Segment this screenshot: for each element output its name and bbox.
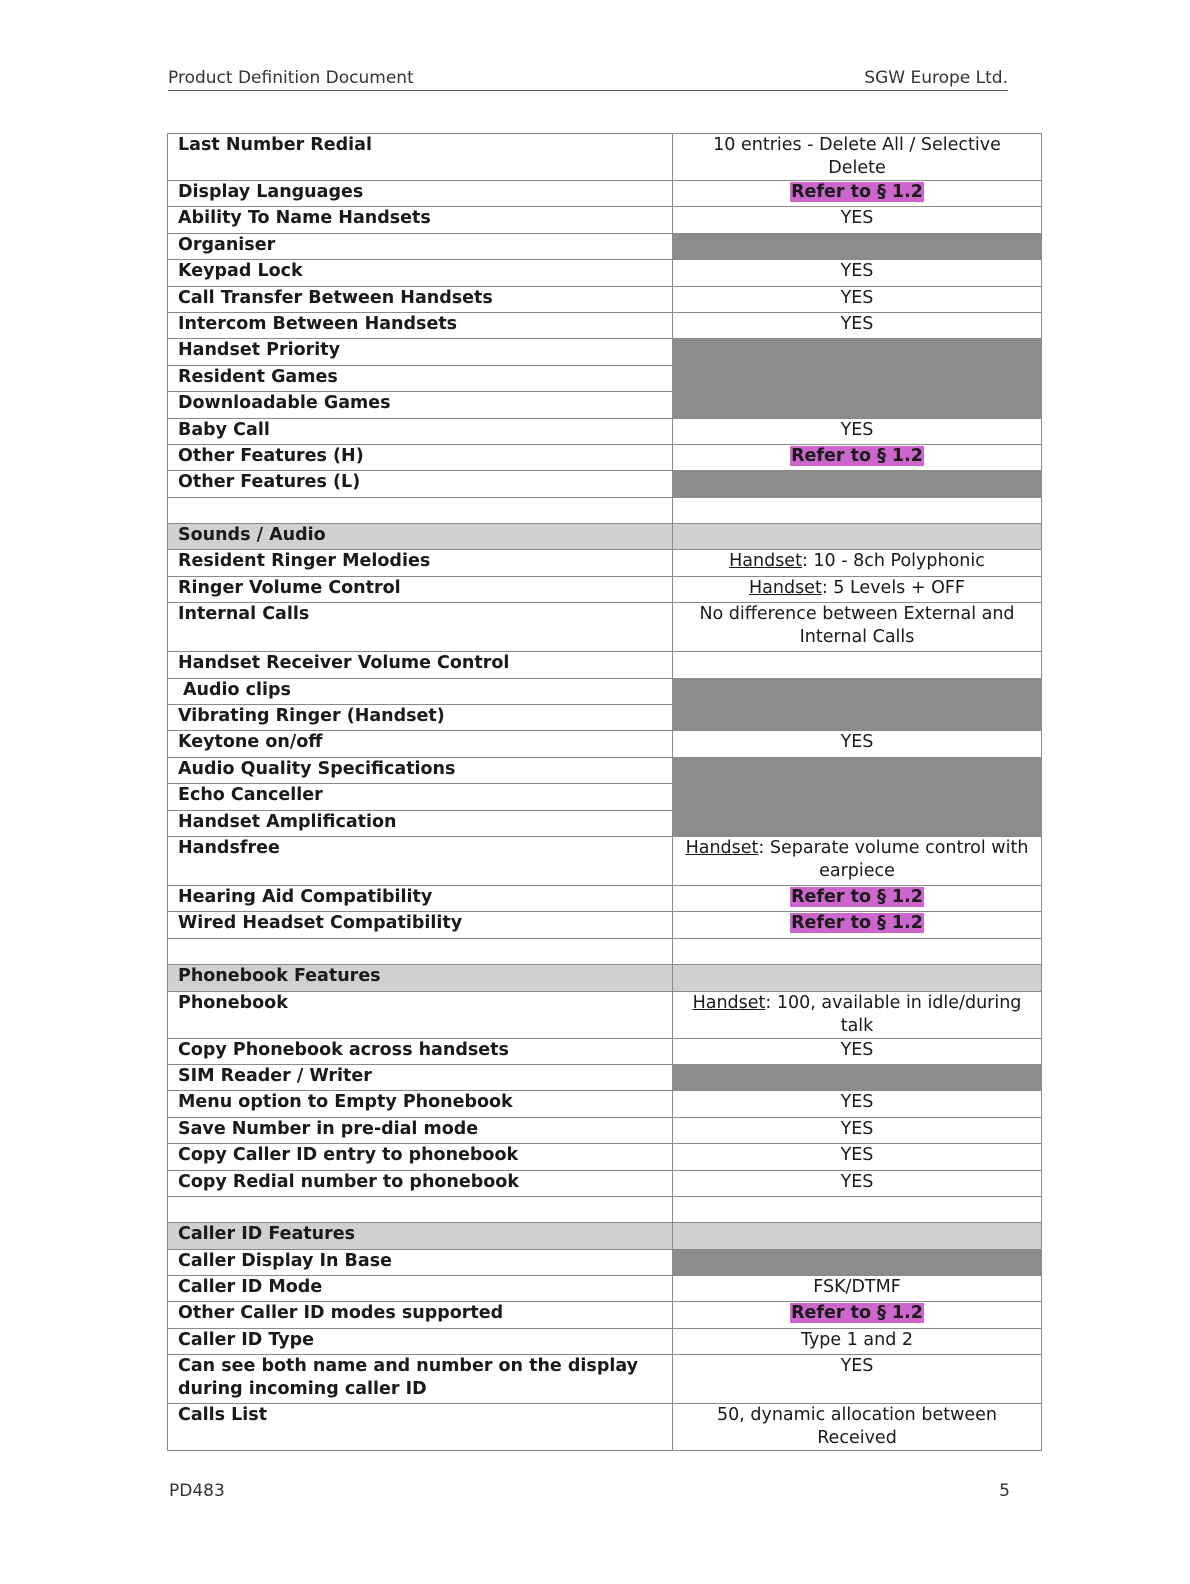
feature-value: YES (673, 1355, 1042, 1404)
table-row (168, 1404, 1042, 1451)
table-row (168, 678, 1042, 704)
feature-value-empty (673, 1249, 1042, 1275)
feature-label: Ringer Volume Control (168, 576, 673, 602)
feature-label: Audio Quality Specifications (168, 757, 673, 783)
feature-value-blank (673, 652, 1042, 678)
table-row (168, 1144, 1042, 1170)
section-reference: Refer to § 1.2 (791, 445, 923, 466)
feature-label: Audio clips (168, 678, 673, 704)
feature-label: Resident Ringer Melodies (168, 550, 673, 576)
feature-value-empty (673, 1064, 1042, 1090)
table-row (168, 603, 1042, 652)
section-title: Caller ID Features (168, 1223, 673, 1249)
table-row (168, 912, 1042, 938)
document-id: PD483 (169, 1481, 225, 1501)
feature-value: YES (673, 1091, 1042, 1117)
table-row (168, 207, 1042, 233)
feature-value: No difference between External and Internal Calls (673, 603, 1042, 652)
table-row (168, 1038, 1042, 1064)
feature-value: YES (673, 1144, 1042, 1170)
feature-label: Echo Canceller (168, 784, 673, 810)
feature-value (673, 912, 1042, 938)
table-row (168, 1276, 1042, 1302)
feature-value (673, 885, 1042, 911)
feature-label: Copy Caller ID entry to phonebook (168, 1144, 673, 1170)
feature-value: YES (673, 260, 1042, 286)
feature-value (673, 444, 1042, 470)
feature-label: Keytone on/off (168, 731, 673, 757)
feature-label: Handset Amplification (168, 810, 673, 836)
table-row (168, 134, 1042, 181)
feature-value-empty (673, 757, 1042, 783)
feature-value: Handset: 10 - 8ch Polyphonic (673, 550, 1042, 576)
feature-label: Caller ID Mode (168, 1276, 673, 1302)
feature-label: Handset Priority (168, 339, 673, 365)
feature-label: Hearing Aid Compatibility (168, 885, 673, 911)
feature-value: YES (673, 731, 1042, 757)
feature-value: YES (673, 286, 1042, 312)
feature-value-empty (673, 678, 1042, 704)
feature-value-empty (673, 784, 1042, 810)
table-row (168, 836, 1042, 885)
table-row (168, 1064, 1042, 1090)
feature-label: Other Features (L) (168, 471, 673, 497)
feature-label: Display Languages (168, 181, 673, 207)
feature-value (673, 1302, 1042, 1328)
feature-value: Handset: 100, available in idle/during talk (673, 991, 1042, 1038)
feature-label: Handset Receiver Volume Control (168, 652, 673, 678)
table-row (168, 731, 1042, 757)
table-row (168, 365, 1042, 391)
feature-label: Organiser (168, 233, 673, 259)
feature-label: Other Features (H) (168, 444, 673, 470)
section-title: Phonebook Features (168, 965, 673, 991)
feature-label: Internal Calls (168, 603, 673, 652)
feature-label: Keypad Lock (168, 260, 673, 286)
table-row (168, 286, 1042, 312)
table-row (168, 339, 1042, 365)
spacer-row (168, 1196, 1042, 1222)
feature-label: Handsfree (168, 836, 673, 885)
section-reference: Refer to § 1.2 (791, 1303, 923, 1324)
section-header-row (168, 524, 1042, 550)
table-row (168, 991, 1042, 1038)
feature-value-empty (673, 705, 1042, 731)
table-row (168, 784, 1042, 810)
feature-label: Caller ID Type (168, 1328, 673, 1354)
feature-value-empty (673, 365, 1042, 391)
feature-label: Ability To Name Handsets (168, 207, 673, 233)
table-row (168, 885, 1042, 911)
feature-label: Baby Call (168, 418, 673, 444)
feature-value-empty (673, 339, 1042, 365)
feature-label: Resident Games (168, 365, 673, 391)
table-row (168, 550, 1042, 576)
feature-label: Menu option to Empty Phonebook (168, 1091, 673, 1117)
table-row (168, 1249, 1042, 1275)
feature-label: Last Number Redial (168, 134, 673, 181)
table-row (168, 576, 1042, 602)
feature-label: Wired Headset Compatibility (168, 912, 673, 938)
feature-label: Save Number in pre-dial mode (168, 1117, 673, 1143)
spacer-row (168, 497, 1042, 523)
table-row (168, 705, 1042, 731)
table-row (168, 652, 1042, 678)
table-row (168, 312, 1042, 338)
feature-value: YES (673, 312, 1042, 338)
feature-label: Other Caller ID modes supported (168, 1302, 673, 1328)
feature-value: YES (673, 1038, 1042, 1064)
page-number: 5 (999, 1481, 1010, 1501)
feature-value-empty (673, 392, 1042, 418)
value-prefix: Handset (729, 551, 802, 572)
feature-value: FSK/DTMF (673, 1276, 1042, 1302)
feature-label: Intercom Between Handsets (168, 312, 673, 338)
table-row (168, 1302, 1042, 1328)
section-title: Sounds / Audio (168, 524, 673, 550)
table-row (168, 757, 1042, 783)
table-row (168, 1091, 1042, 1117)
section-reference: Refer to § 1.2 (791, 886, 923, 907)
page-header (168, 66, 1008, 91)
table-row (168, 1355, 1042, 1404)
feature-label: Downloadable Games (168, 392, 673, 418)
company-name: SGW Europe Ltd. (864, 68, 1008, 88)
feature-value-empty (673, 233, 1042, 259)
feature-value: 10 entries - Delete All / Selective Delete (673, 134, 1042, 181)
table-row (168, 471, 1042, 497)
feature-label: Call Transfer Between Handsets (168, 286, 673, 312)
feature-spec-table (167, 133, 1042, 1451)
table-row (168, 418, 1042, 444)
feature-label: Copy Redial number to phonebook (168, 1170, 673, 1196)
feature-value (673, 181, 1042, 207)
table-row (168, 233, 1042, 259)
section-header-row (168, 1223, 1042, 1249)
table-row (168, 392, 1042, 418)
table-row (168, 444, 1042, 470)
table-row (168, 1170, 1042, 1196)
feature-label: Calls List (168, 1404, 673, 1451)
feature-value: YES (673, 1170, 1042, 1196)
table-row (168, 1328, 1042, 1354)
feature-value: YES (673, 207, 1042, 233)
section-reference: Refer to § 1.2 (791, 913, 923, 934)
value-prefix: Handset (748, 577, 822, 598)
table-row (168, 181, 1042, 207)
table-row (168, 810, 1042, 836)
feature-label: Phonebook (168, 991, 673, 1038)
feature-value: Handset: Separate volume control with earpiece (673, 836, 1042, 885)
table-row (168, 260, 1042, 286)
spacer-row (168, 938, 1042, 964)
feature-value-empty (673, 810, 1042, 836)
feature-label: Can see both name and number on the display during incoming caller ID (168, 1355, 673, 1404)
section-header-row (168, 965, 1042, 991)
feature-label: Copy Phonebook across handsets (168, 1038, 673, 1064)
feature-value: Handset: 5 Levels + OFF (673, 576, 1042, 602)
feature-label: Vibrating Ringer (Handset) (168, 705, 673, 731)
feature-value: 50, dynamic allocation between Received (673, 1404, 1042, 1451)
document-title: Product Definition Document (168, 68, 414, 88)
feature-value-empty (673, 471, 1042, 497)
value-prefix: Handset (685, 837, 759, 858)
feature-value: Type 1 and 2 (673, 1328, 1042, 1354)
table-row (168, 1117, 1042, 1143)
feature-value: YES (673, 418, 1042, 444)
feature-label: SIM Reader / Writer (168, 1064, 673, 1090)
section-reference: Refer to § 1.2 (791, 182, 923, 202)
value-prefix: Handset (692, 992, 766, 1013)
feature-label: Caller Display In Base (168, 1249, 673, 1275)
feature-value: YES (673, 1117, 1042, 1143)
